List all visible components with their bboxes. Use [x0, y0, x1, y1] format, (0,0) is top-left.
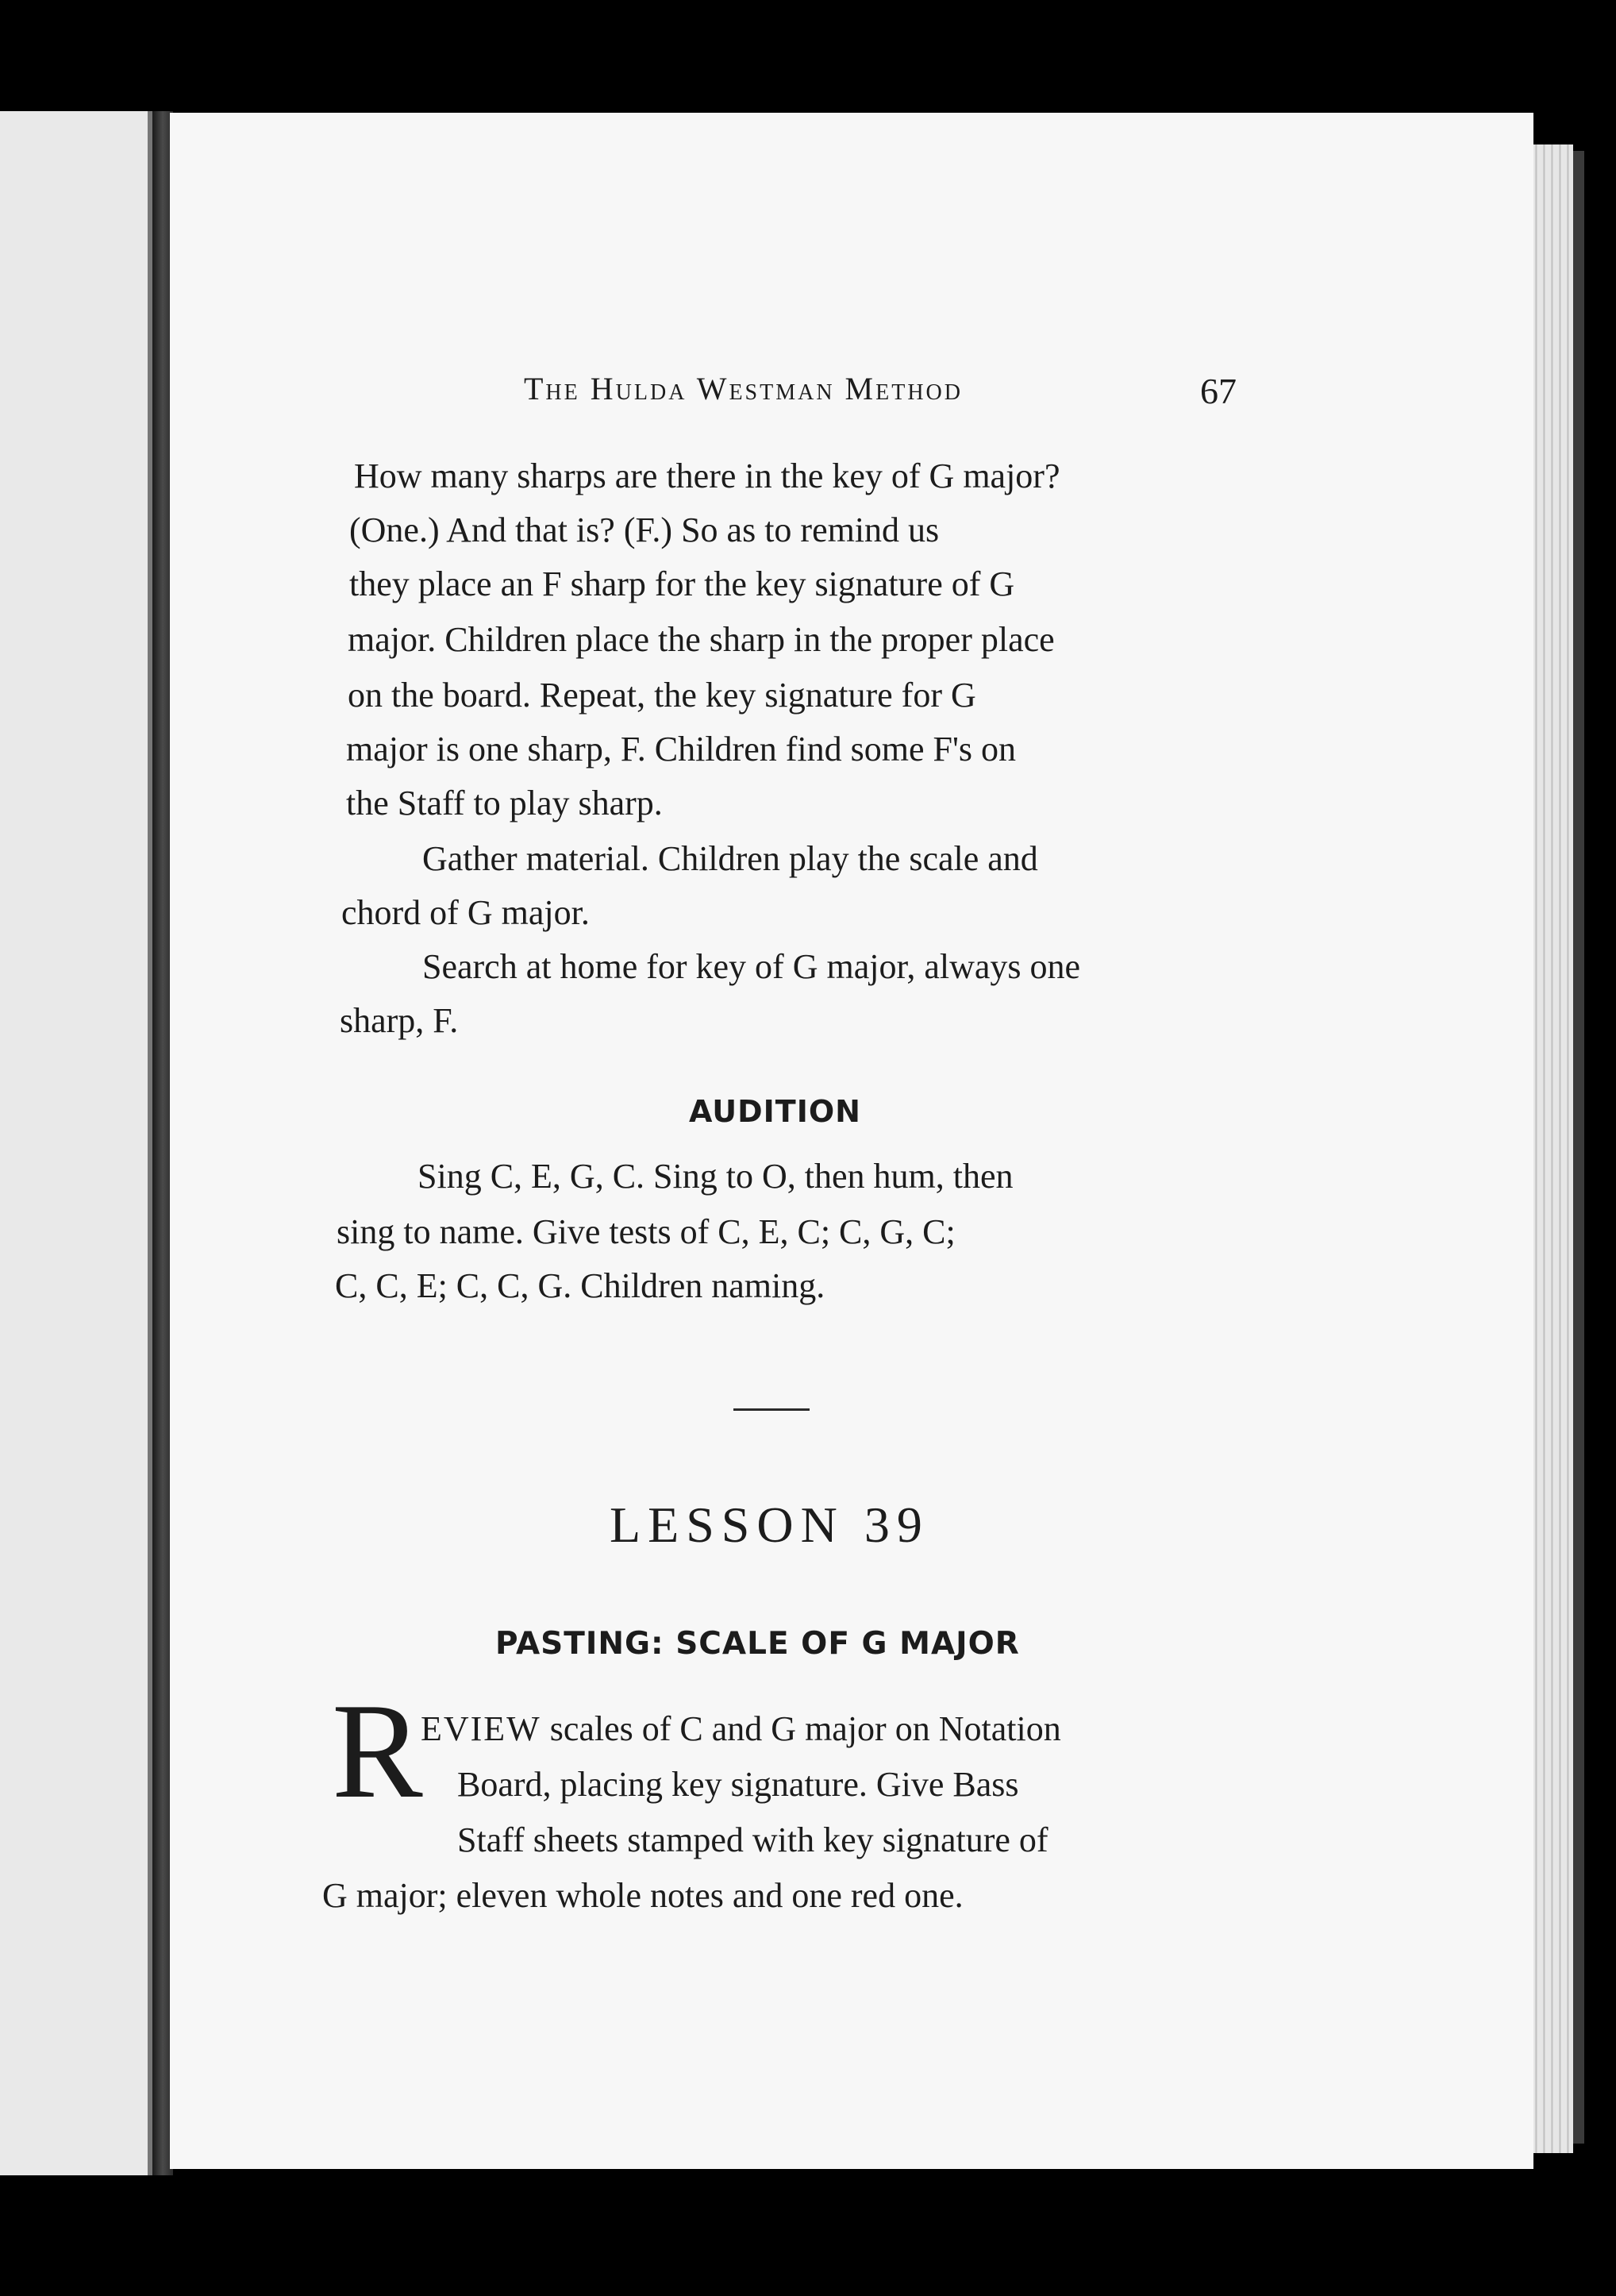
- text-line: C, C, E; C, C, G. Children naming.: [335, 1266, 825, 1305]
- text-line: they place an F sharp for the key signature of G: [349, 564, 1015, 603]
- text-line: Search at home for key of G major, always one: [422, 947, 1081, 986]
- text-line: Sing C, E, G, C. Sing to O, then hum, then: [417, 1157, 1014, 1196]
- section-heading-audition: AUDITION: [689, 1094, 861, 1129]
- previous-page-edge: [0, 111, 152, 2175]
- text-line: (One.) And that is? (F.) So as to remind us: [349, 510, 940, 549]
- text-line: Gather material. Children play the scale and: [422, 839, 1038, 878]
- text-line: sing to name. Give tests of C, E, C; C, G, C;: [337, 1212, 956, 1251]
- running-head-title: The Hulda Westman Method: [524, 371, 963, 406]
- section-divider: [733, 1408, 810, 1411]
- text-line: chord of G major.: [341, 893, 590, 932]
- page-edge-shadow: [1573, 151, 1584, 2144]
- page-number: 67: [1200, 371, 1237, 411]
- first-word-smallcaps: EVIEW: [421, 1709, 541, 1748]
- text-line: How many sharps are there in the key of G major?: [354, 457, 1060, 495]
- text-line: sharp, F.: [340, 1001, 459, 1040]
- text-line: Board, placing key signature. Give Bass: [457, 1765, 1019, 1804]
- text-line: G major; eleven whole notes and one red one.: [322, 1876, 964, 1915]
- lesson-title: LESSON 39: [610, 1497, 929, 1553]
- first-line-rest: scales of C and G major on Notation: [541, 1709, 1061, 1748]
- text-line: major. Children place the sharp in the proper place: [348, 620, 1055, 659]
- lesson-subheading: PASTING: SCALE OF G MAJOR: [495, 1626, 1020, 1662]
- text-line: on the board. Repeat, the key signature for G: [348, 676, 976, 715]
- text-line-first: [421, 1709, 1061, 1748]
- drop-cap: R: [332, 1676, 423, 1827]
- book-page: [170, 113, 1533, 2169]
- text-line: Staff sheets stamped with key signature of: [457, 1820, 1048, 1859]
- text-line: major is one sharp, F. Children find some F's on: [346, 730, 1017, 769]
- text-line: the Staff to play sharp.: [346, 784, 663, 822]
